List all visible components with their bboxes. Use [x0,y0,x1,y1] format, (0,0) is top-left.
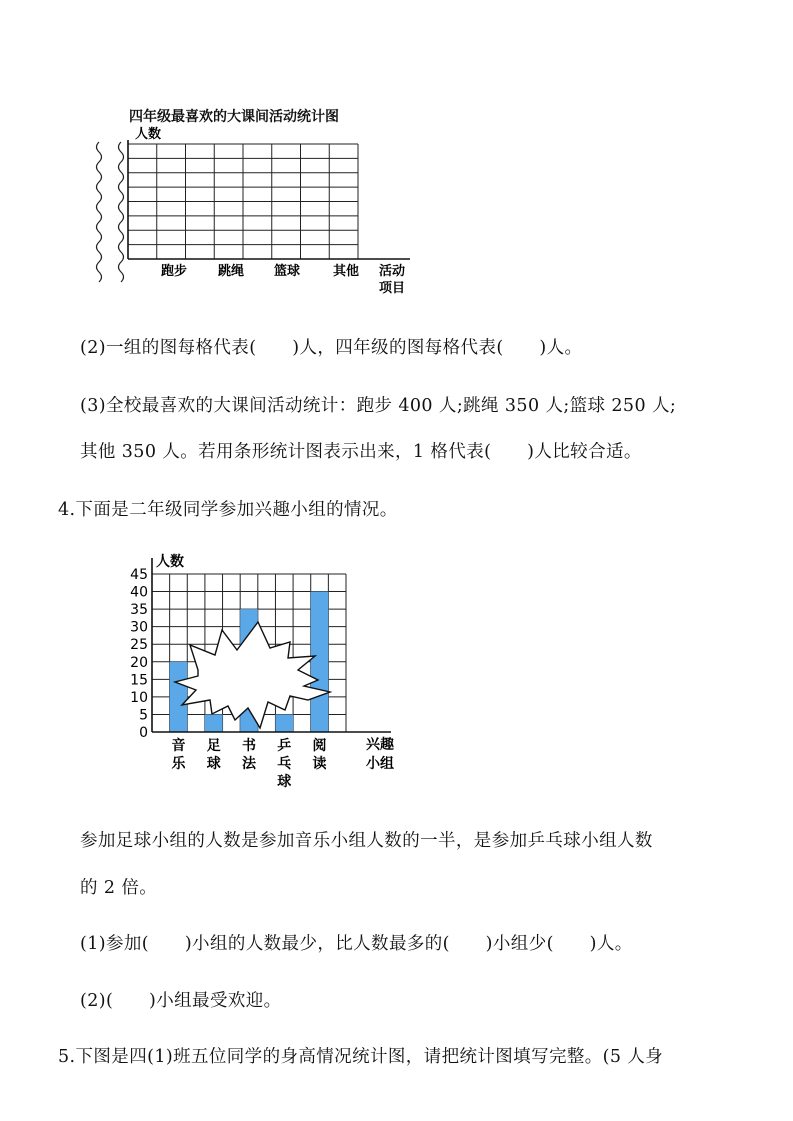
chart2-y-label: 人数 [156,554,184,570]
chart2-bar-chart [120,550,410,795]
question-4-2: (2)( )小组最受欢迎。 [80,991,282,1011]
y-tick-label: 45 [130,567,148,583]
question-4-text-line2: 的 2 倍。 [80,878,158,898]
category-label-char: 音 [171,738,186,754]
y-tick-label: 20 [130,654,148,671]
bar-阅读 [311,592,329,732]
question-3-2: (2)一组的图每格代表( )人，四年级的图每格代表( )人。 [80,338,583,358]
bar-足球 [205,714,223,732]
question-3-3-line2: 其他 350 人。若用条形统计图表示出来，1 格代表( )人比较合适。 [80,442,642,462]
y-tick-label: 10 [130,689,148,706]
category-label-char: 乓 [277,756,292,772]
chart1-cat-label: 其他 [332,264,360,279]
category-label-char: 足 [206,738,221,754]
question-4-1: (1)参加( )小组的人数最少，比人数最多的( )小组少( )人。 [80,934,633,954]
chart1-y-label: 人数 [135,127,162,142]
chart2-x-label-1: 兴趣 [366,737,394,753]
question-4-text-line1: 参加足球小组的人数是参加音乐小组人数的一半，是参加乒乓球小组人数 [80,831,653,851]
category-label-char: 读 [312,756,327,772]
ink-blot-cover [175,622,330,728]
chart2-y-ticks [130,567,148,741]
y-tick-label: 25 [130,637,148,654]
axis-break-left [97,142,102,282]
category-label-char: 阅 [312,738,327,754]
question-4-title: 4.下面是二年级同学参加兴趣小组的情况。 [58,500,398,520]
question-3-3-line1: (3)全校最喜欢的大课间活动统计：跑步 400 人;跳绳 350 人;篮球 250 人; [80,396,677,416]
category-label-char: 球 [206,756,221,772]
y-tick-label: 35 [130,602,148,619]
chart1-cat-label: 跳绳 [217,264,245,279]
chart1-cat-label: 篮球 [273,264,301,279]
y-tick-label: 40 [130,584,148,601]
chart2-category-labels [171,737,326,790]
chart2-x-label-2: 小组 [366,756,394,772]
category-label-char: 书 [242,738,256,754]
bar-音乐 [170,662,188,732]
category-label-char: 球 [277,774,292,790]
question-5-title: 5.下图是四(1)班五位同学的身高情况统计图，请把统计图填写完整。(5 人身 [58,1047,664,1067]
category-label-char: 乒 [277,738,292,754]
chart1-grid-lines [128,144,358,259]
chart1-x-label: 活动 [378,264,406,279]
axis-break-right [119,142,124,282]
y-tick-label: 0 [139,725,148,741]
category-label-char: 法 [242,756,256,772]
bar-乒乓球 [275,714,293,732]
chart1-title: 四年级最喜欢的大课间活动统计图 [129,109,339,125]
chart1-grid [88,122,418,302]
chart1-x-label: 项目 [378,281,406,296]
y-tick-label: 15 [130,672,148,689]
category-label-char: 乐 [171,756,186,772]
y-tick-label: 30 [130,619,148,636]
chart1-cat-label: 跑步 [160,264,188,279]
y-tick-label: 5 [139,707,148,724]
